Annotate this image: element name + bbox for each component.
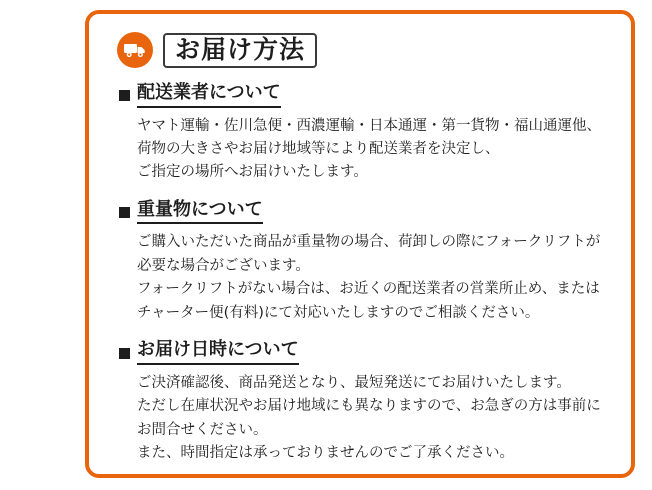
card-content [89, 14, 631, 490]
section-delivery-datetime [111, 339, 609, 465]
bullet-square-icon [119, 348, 130, 359]
body-line: ただし在庫状況やお届け地域にも異なりますので、お急ぎの方は事前に [137, 398, 601, 415]
card-header [111, 32, 609, 68]
delivery-truck-icon [117, 32, 153, 68]
page-title: お届け方法 [175, 34, 306, 64]
body-line: 荷物の大きさやお届け地域等により配送業者を決定し、 [137, 140, 500, 157]
section-carriers [111, 82, 609, 185]
body-line: ご決済確認後、商品発送となり、最短発送にてお届けいたします。 [137, 374, 571, 391]
section-heading-label: お届け日時について [137, 339, 299, 365]
body-line: ヤマト運輸・佐川急便・西濃運輸・日本通運・第一貨物・福山通運他、 [137, 117, 601, 134]
body-line: 必要な場合がございます。 [137, 257, 310, 274]
body-line: フォークリフトがない場合は、お近くの配送業者の営業所止め、または [137, 281, 600, 298]
section-heavy-items [111, 199, 609, 325]
section-heading-label: 配送業者について [137, 82, 281, 108]
body-line: ご指定の場所へお届けいたします。 [137, 164, 368, 181]
section-heading-label: 重量物について [137, 199, 263, 225]
section-heading [119, 82, 609, 108]
section-heading [119, 339, 609, 365]
delivery-info-card [85, 10, 635, 478]
section-heading [119, 199, 609, 225]
title-box [163, 33, 317, 68]
bullet-square-icon [119, 90, 130, 101]
body-line: また、時間指定は承っておりませんのでご了承ください。 [137, 445, 514, 462]
body-line: お問合せください。 [137, 421, 268, 438]
body-line: チャーター便(有料)にて対応いたしますのでご相談ください。 [137, 304, 540, 321]
section-body [119, 370, 609, 466]
section-body [119, 113, 609, 185]
bullet-square-icon [119, 207, 130, 218]
body-line: ご購入いただいた商品が重量物の場合、荷卸しの際にフォークリフトが [137, 234, 601, 251]
section-body [119, 229, 609, 325]
